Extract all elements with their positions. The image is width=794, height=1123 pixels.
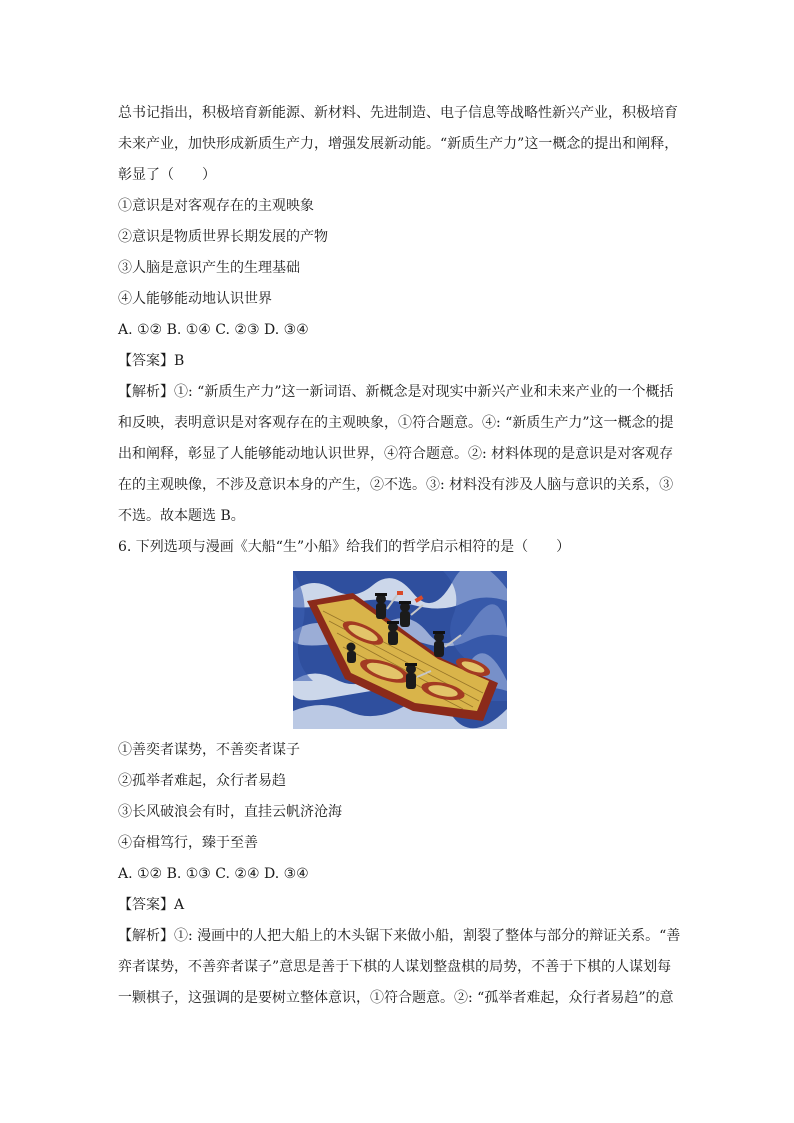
q6-choices: A. ①② B. ①③ C. ②④ D. ③④	[118, 866, 309, 882]
q5-analysis-line-5: 不选。故本题选 B。	[118, 508, 245, 524]
q5-answer: 【答案】B	[118, 353, 185, 369]
q5-analysis-line-2: 和反映，表明意识是对客观存在的主观映象，①符合题意。④: “新质生产力”这一概念的提	[118, 415, 674, 431]
q5-option-2: ②意识是物质世界长期发展的产物	[118, 229, 328, 245]
q5-analysis-line-3: 出和阐释，彰显了人能够能动地认识世界，④符合题意。②: 材料体现的是意识是对客观存	[118, 446, 674, 462]
q5-choices: A. ①② B. ①④ C. ②③ D. ③④	[118, 322, 309, 338]
q6-stem: 6. 下列选项与漫画《大船“生”小船》给我们的哲学启示相符的是（ ）	[118, 539, 571, 555]
q6-option-1: ①善奕者谋势，不善奕者谋子	[118, 742, 300, 758]
q5-analysis-line-1: 【解析】①: “新质生产力”这一新词语、新概念是对现实中新兴产业和未来产业的一个概括	[118, 384, 674, 400]
q5-stem-line-2: 未来产业，加快形成新质生产力，增强发展新动能。“新质生产力”这一概念的提出和阐释，	[118, 136, 679, 152]
q5-analysis-line-4: 在的主观映像，不涉及意识本身的产生，②不选。③: 材料没有涉及人脑与意识的关系，③	[118, 477, 674, 493]
q5-option-4: ④人能够能动地认识世界	[118, 291, 272, 307]
q6-answer: 【答案】A	[118, 897, 185, 913]
q6-option-3: ③长风破浪会有时，直挂云帆济沧海	[118, 804, 342, 820]
document-page	[118, 98, 682, 1014]
q5-option-3: ③人脑是意识产生的生理基础	[118, 260, 300, 276]
q5-stem-line-1: 总书记指出，积极培育新能源、新材料、先进制造、电子信息等战略性新兴产业，积极培育	[118, 105, 678, 121]
cartoon-figure-wrap	[118, 571, 682, 729]
q5-stem-line-3: 彰显了（ ）	[118, 167, 216, 183]
q5-option-1: ①意识是对客观存在的主观映象	[118, 198, 314, 214]
q6-analysis-line-3: 一颗棋子，这强调的是要树立整体意识，①符合题意。②: “孤举者难起，众行者易趋”的意	[118, 990, 674, 1006]
q6-analysis-line-2: 弈者谋势，不善弈者谋子”意思是善于下棋的人谋划整盘棋的局势，不善于下棋的人谋划每	[118, 959, 672, 975]
q6-option-2: ②孤举者难起，众行者易趋	[118, 773, 286, 789]
cartoon-big-boat-small-boats	[293, 571, 507, 729]
q6-analysis-line-1: 【解析】①: 漫画中的人把大船上的木头锯下来做小船，割裂了整体与部分的辩证关系。“善	[118, 928, 681, 944]
q6-option-4: ④奋楫笃行，臻于至善	[118, 835, 258, 851]
